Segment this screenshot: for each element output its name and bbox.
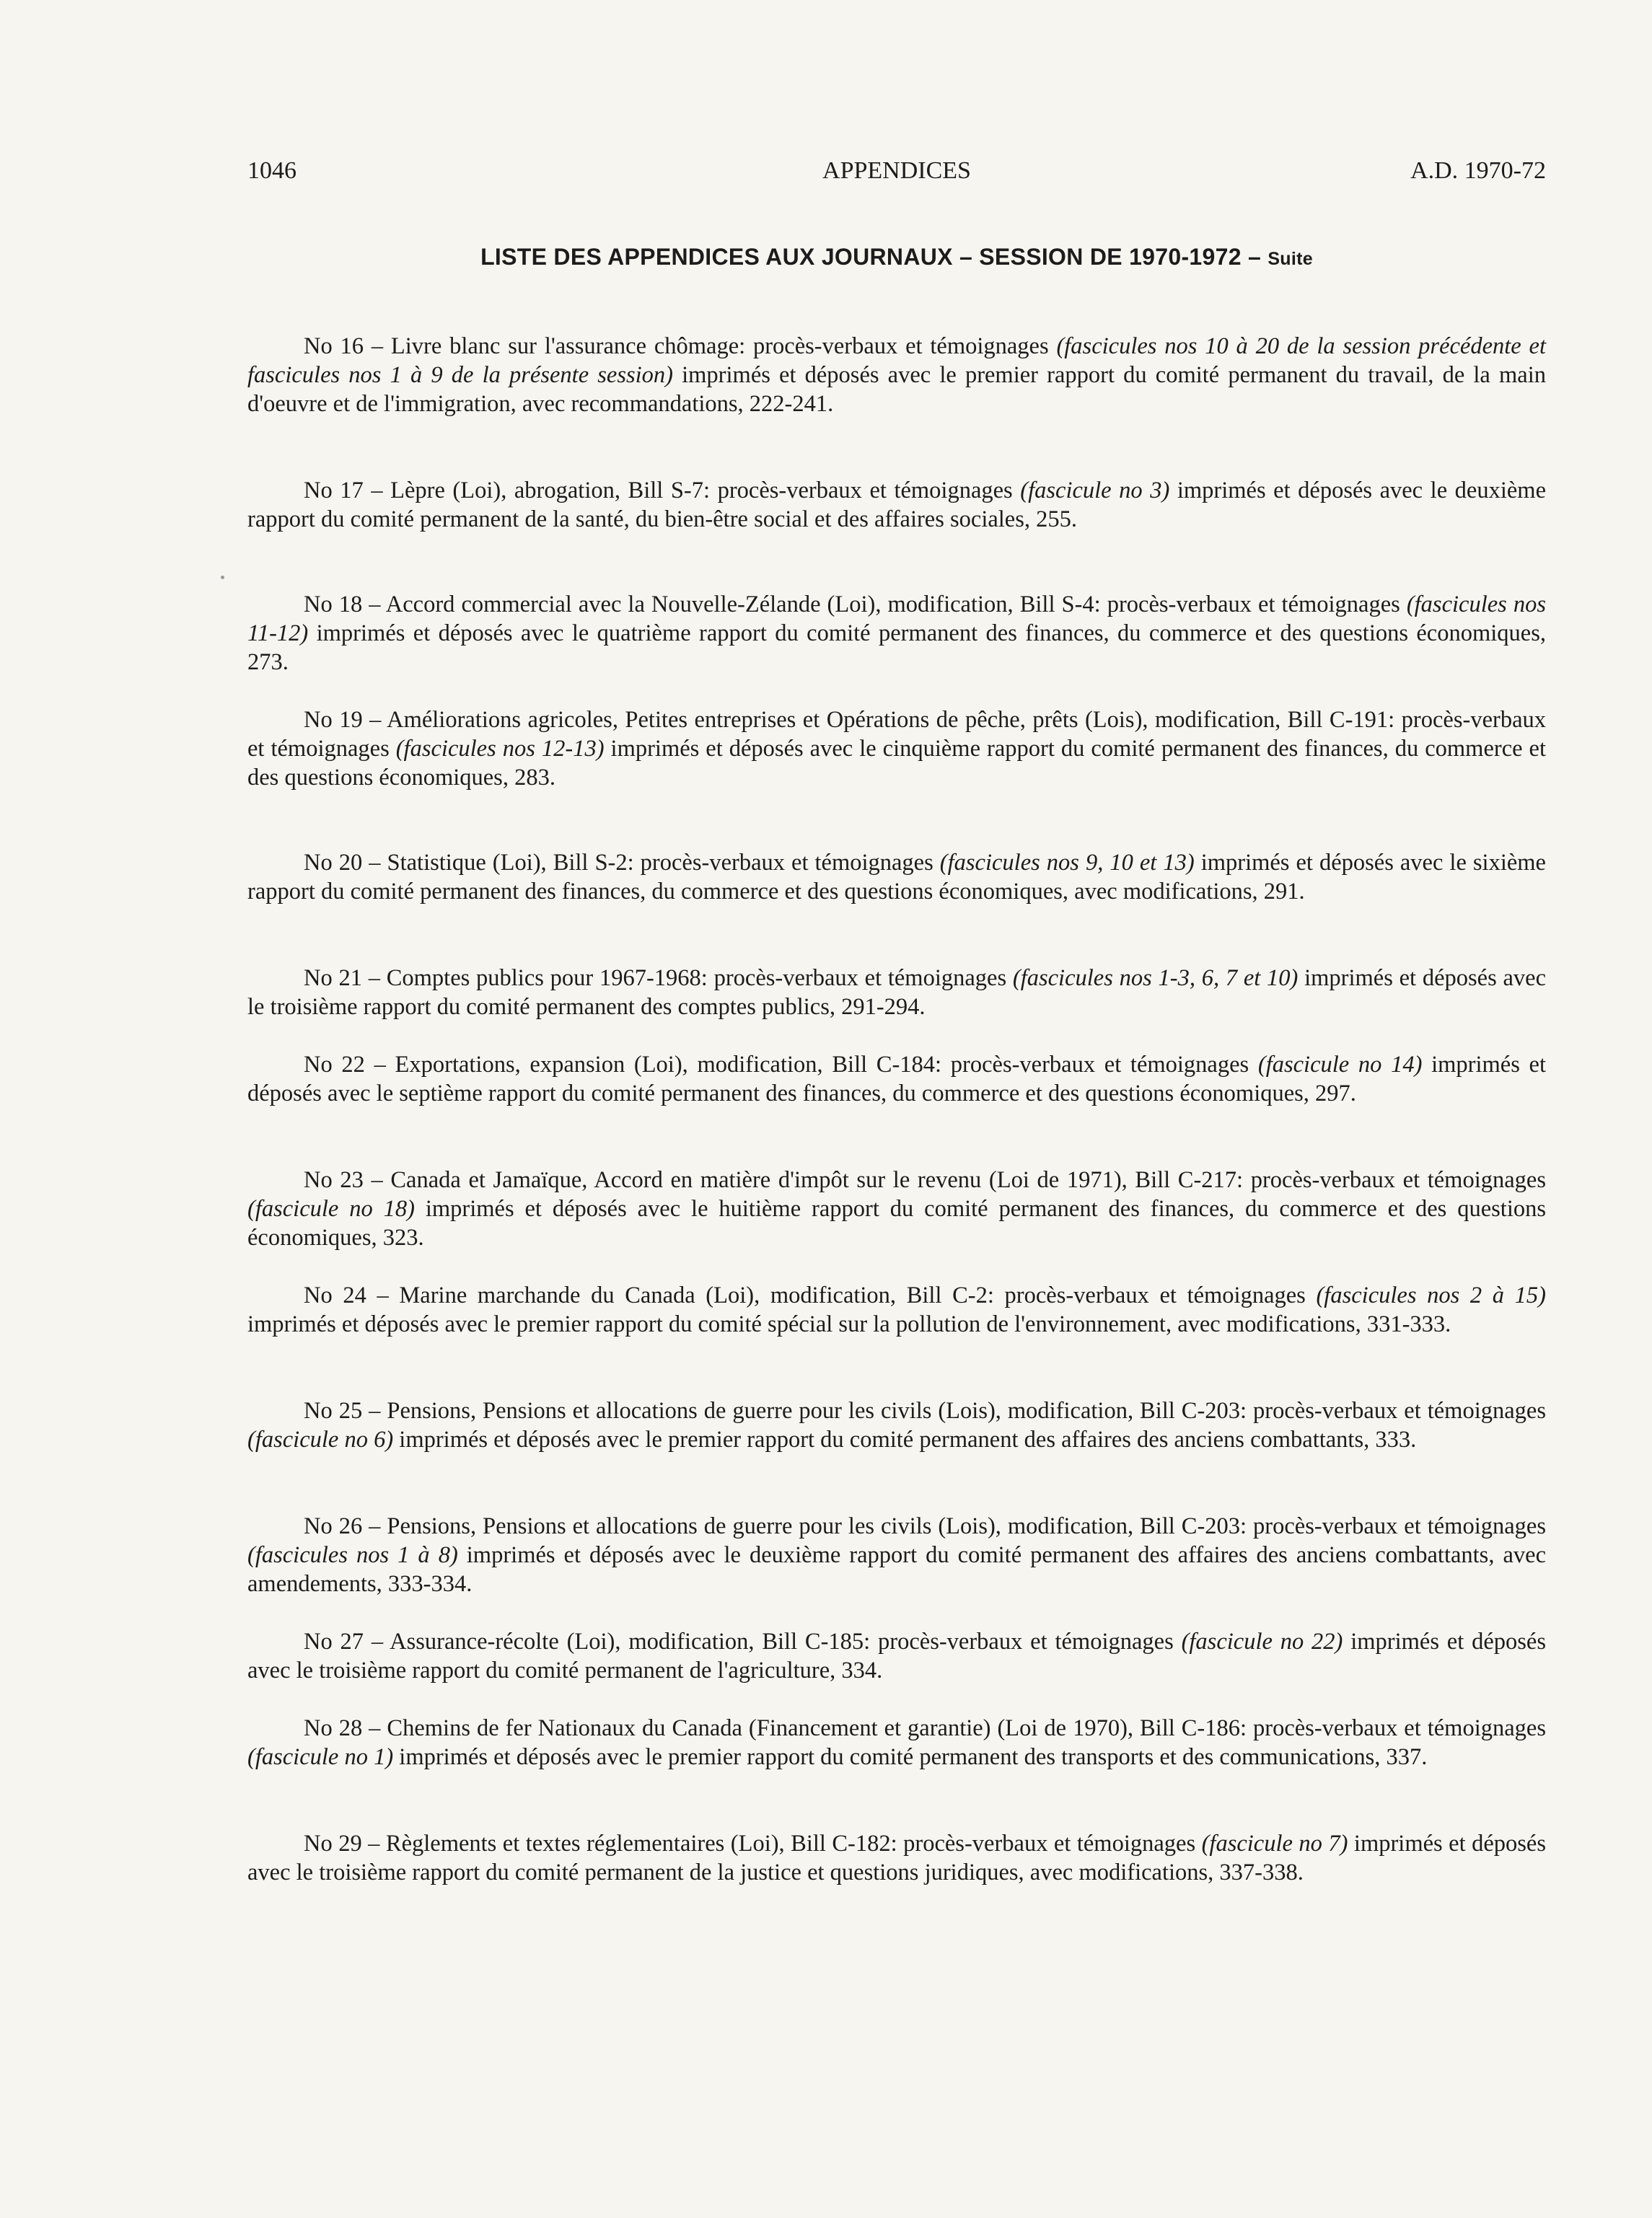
appendix-entry-21: No 21 – Comptes publics pour 1967-1968: procès-verbaux et témoignages (fascicules nos 1-3, 6, 7 et 10) imprimés et déposés avec le troisième rapport du comité permanent des comptes publics, 291-294. <box>247 965 1546 1020</box>
appendix-entry-23: No 23 – Canada et Jamaïque, Accord en matière d'impôt sur le revenu (Loi de 1971), Bill C-217: procès-verbaux et témoignages (fascicule no 18) imprimés et déposés avec le huitième rapport du comité permanent des finances, du commerce et des questions économiques, 323. <box>247 1167 1546 1251</box>
appendix-entry-29: No 29 – Règlements et textes réglementaires (Loi), Bill C-182: procès-verbaux et témoignages (fascicule no 7) imprimés et déposés avec le troisième rapport du comité permanent de la justice et questions juridiques, avec modifications, 337-338. <box>247 1831 1546 1885</box>
appendix-entry-28: No 28 – Chemins de fer Nationaux du Canada (Financement et garantie) (Loi de 1970), Bill C-186: procès-verbaux et témoignages (fascicule no 1) imprimés et déposés avec le premier rapport du comité permanent des transports et des communications, 337. <box>247 1715 1546 1770</box>
appendix-entry-20: No 20 – Statistique (Loi), Bill S-2: procès-verbaux et témoignages (fascicules nos 9, 10 et 13) imprimés et déposés avec le sixième rapport du comité permanent des finances, du commerce et des questions économiques, avec modifications, 291. <box>247 850 1546 905</box>
page-number: 1046 <box>247 157 296 184</box>
title-suffix: Suite <box>1267 249 1313 269</box>
appendix-entry-25: No 25 – Pensions, Pensions et allocations de guerre pour les civils (Lois), modification, Bill C-203: procès-verbaux et témoignages (fascicule no 6) imprimés et déposés avec le premier rapport du comité permanent des affaires des anciens combattants, 333. <box>247 1398 1546 1453</box>
appendix-entry-19: No 19 – Améliorations agricoles, Petites entreprises et Opérations de pêche, prêts (Lois), modification, Bill C-191: procès-verbaux et témoignages (fascicules nos 12-13) imprimés et déposés avec le cinquième rapport du comité permanent des finances, du commerce et des questions économiques, 283. <box>247 707 1547 791</box>
year-range: A.D. 1970-72 <box>1410 157 1546 184</box>
section-title: APPENDICES <box>822 157 971 184</box>
appendix-entry-27: No 27 – Assurance-récolte (Loi), modification, Bill C-185: procès-verbaux et témoignages (fascicule no 22) imprimés et déposés avec le troisième rapport du comité permanent de l'agriculture, 334. <box>247 1629 1546 1684</box>
appendix-entry-18: No 18 – Accord commercial avec la Nouvelle-Zélande (Loi), modification, Bill S-4: procès-verbaux et témoignages (fascicules nos 11-12) imprimés et déposés avec le quatrième rapport du comité permanent des finances, du commerce et des questions économiques, 273. <box>247 591 1546 675</box>
title-main: LISTE DES APPENDICES AUX JOURNAUX – SESSION DE 1970-1972 – <box>480 244 1262 270</box>
stray-mark <box>221 576 224 579</box>
appendix-entry-22: No 22 – Exportations, expansion (Loi), modification, Bill C-184: procès-verbaux et témoignages (fascicule no 14) imprimés et déposés avec le septième rapport du comité permanent des finances, du commerce et des questions économiques, 297. <box>247 1052 1546 1106</box>
appendix-entry-16: No 16 – Livre blanc sur l'assurance chômage: procès-verbaux et témoignages (fascicules nos 10 à 20 de la session précédente et fascicules nos 1 à 9 de la présente session) imprimés et déposés avec le premier rapport du comité permanent du travail, de la main d'oeuvre et de l'immigration, avec recommandations, 222-241. <box>247 333 1546 417</box>
page-title <box>247 244 1546 270</box>
running-head <box>247 157 1546 193</box>
appendix-entry-26: No 26 – Pensions, Pensions et allocations de guerre pour les civils (Lois), modification, Bill C-203: procès-verbaux et témoignages (fascicules nos 1 à 8) imprimés et déposés avec le deuxième rapport du comité permanent des affaires des anciens combattants, avec amendements, 333-334. <box>247 1513 1546 1597</box>
appendix-entry-24: No 24 – Marine marchande du Canada (Loi), modification, Bill C-2: procès-verbaux et témoignages (fascicules nos 2 à 15) imprimés et déposés avec le premier rapport du comité spécial sur la pollution de l'environnement, avec modifications, 331-333. <box>247 1282 1546 1337</box>
appendix-entry-17: No 17 – Lèpre (Loi), abrogation, Bill S-7: procès-verbaux et témoignages (fascicule no 3) imprimés et déposés avec le deuxième rapport du comité permanent de la santé, du bien-être social et des affaires sociales, 255. <box>247 478 1546 532</box>
